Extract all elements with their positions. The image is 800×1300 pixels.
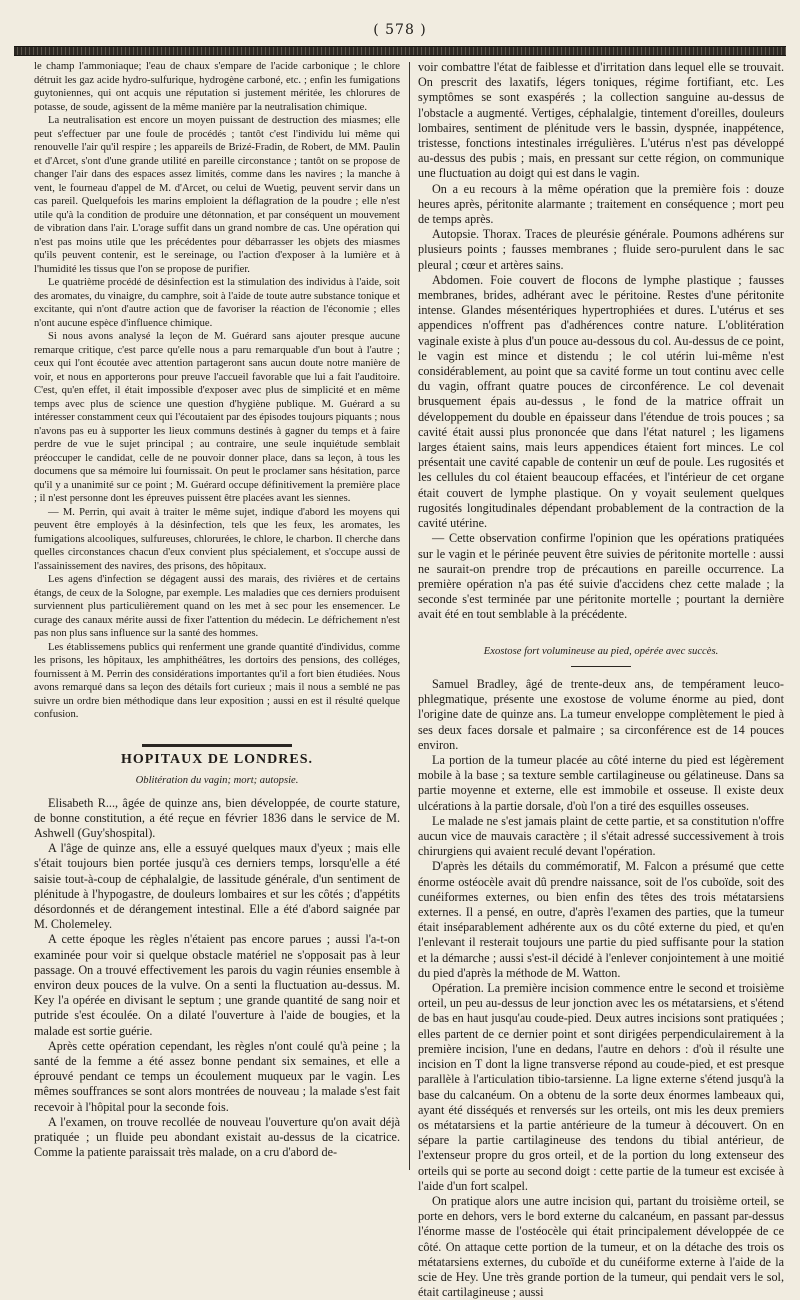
paragraph: le champ l'ammoniaque; l'eau de chaux s'empare de l'acide carbonique ; le chlore détruit les gaz acide hydro-sulfurique, hydrogène carboné, etc. ; enfin les fumigations guytoniennes, qui ont acquis une réputation si justement méritée, les chlorures de potasse, de soude, agissent de la même manière par la neutralisation chimique. (34, 61, 400, 113)
paragraph: A l'examen, on trouve recollée de nouveau l'ouverture qu'on avait déjà pratiquée ; un fluide peu abondant existait au-dessus de la cicatrice. Comme la patiente paraissait très malade, on a cru d'abord de- (34, 1114, 400, 1160)
section-rule (571, 666, 631, 667)
paragraph: A l'âge de quinze ans, elle a essuyé quelques maux d'yeux ; mais elle s'était toujours bien portée jusqu'à ces derniers temps, lorsqu'elle a été saisie tout-à-coup de céphalalgie, de lassitude générale, d'un sentiment de plénitude à l'hypogastre, de douleurs lombaires et sur les côtés ; d'appétits désordonnés et de dérangement intestinal. Elle a été d'abord saignée par M. Cholemeley. (34, 841, 400, 932)
case-report (34, 796, 400, 1161)
paragraph: Opération. La première incision commence entre le second et troisième orteil, un peu au-dessus de leur jonction avec les os métatarsiens, et s'étend de bas en haut jusqu'au coude-pied. Deux autres incisions sont pratiquées ; elles partent de ce dernier point et sont dirigées perpendiculairement à la première incision, l'une en dedans, l'autre en dehors : d'où il résulte une incision en T dont la ligne transverse répond au coude-pied, et est presque parallèle à l'articulation tibio-tarsienne. La ligne externe s'étend jusqu'à la base du calcanéum. On a obtenu de la sorte deux énormes lambeaux qui, ayant été disséqués et renversés sur les orteils, ont mis les deux premiers os métatarsiens et la partie antérieure de la tumeur à découvert. On en sépare la partie cartilagineuse des tendons du tibial antérieur, de l'extenseur propre du gros orteil, et de la portion du long extenseur des orteils qui se porte au second doigt : cette partie de la tumeur est excisée à l'aide d'un fort scalpel. (418, 981, 784, 1193)
paragraph: On a eu recours à la même opération que la première fois : douze heures après, péritonite alarmante ; traitement en conséquence ; mort peu de temps après. (418, 181, 784, 227)
case-report-continued (418, 60, 784, 623)
paragraph: La neutralisation est encore un moyen puissant de destruction des miasmes; elle peut s'effectuer par une foule de procédés ; tantôt c'est l'individu lui même qui renouvelle l'air qu'il respire ; les appareils de Brizé-Fradin, de Robert, de MM. Paulin et d'Arcet, s'ont d'une grande utilité en pareille circonstance ; tantôt on se propose de changer l'air dans des espaces assez limités, comme dans les navires ; la manche à vent, le fourneau d'appel de M. d'Arcet, ou celui de Wuetig, peuvent servir dans un cas pareil. Quelquefois les marins emploient la déflagration de la poudre ; elle n'est utile qu'à la condition de produire une détonnation, et par conséquent un mouvement de vibration dans l'air. L'orage suffit dans un grand nombre de cas. Une opération qui n'est pas moins utile que les précédentes pour débarrasser les objets des miasmes qu'ils peuvent contenir, est le sereinage, ou l'action d'exposer à la lumière et à l'humidité les tissus que l'on se propose de purifier. (34, 115, 400, 275)
paragraph: On pratique alors une autre incision qui, partant du troisième orteil, se porte en dehors, vers le bord externe du calcanéum, en passant par-dessus l'énorme masse de l'ostéocèle qui était principalement développée de ce côté. On attaque cette portion de la tumeur, et on la détache des trois os métatarsiens externes, du cuboïde et du cunéiforme externe à l'aide de la scie de Hey. Une très grande portion de la tumeur, qui pendait vers le sol, était cartilagineuse ; aussi (418, 1193, 784, 1300)
paragraph: Samuel Bradley, âgé de trente-deux ans, de tempérament leuco-phlegmatique, présente une exostose de volume énorme au pied, dont l'origine date de quinze ans. La tumeur enveloppe complètement le pied à ses deux faces dorsale et palmaire ; sa circonférence est de 14 pouces environ. (418, 677, 784, 752)
paragraph: Elisabeth R..., âgée de quinze ans, bien développée, de courte stature, de bonne constitution, a été reçue en février 1836 dans le service de M. Ashwell (Guy'shospital). (34, 795, 400, 840)
section-rule (142, 744, 292, 747)
paragraph: — Cette observation confirme l'opinion que les opérations pratiquées sur le vagin et le périnée peuvent être suivies de péritonite mortelle : aussi ne saurait-on prendre trop de précautions en pareille occurrence. La première opération n'a pas été suivie d'accidens chez cette malade ; la seconde s'est terminée par une péritonite mortelle ; pourtant la dernière avait été en tout semblable à la précédente. (418, 531, 784, 622)
case-report (418, 677, 784, 1300)
paragraph: Le quatrième procédé de désinfection est la stimulation des individus à l'aide, soit des aromates, du vinaigre, du camphre, soit à l'aide de toute autre substance tonique et excitante, qui n'ont d'autre action que de favoriser la réaction de l'économie ; elles n'ont aucune espèce d'influence chimique. (34, 277, 400, 329)
paragraph: — M. Perrin, qui avait à traiter le même sujet, indique d'abord les moyens qui peuvent être employés à la désinfection, tels que les feux, les aromates, les fumigations alcooliques, sulfureuses, chlorurées, le chlore, le charbon. Il cherche dans quelles circonstances chacun d'eux convient plus spécialement, et s'occupe aussi de l'assainissement des navires, des prisons, des hôpitaux. (34, 506, 400, 572)
paragraph: La portion de la tumeur placée au côté interne du pied est légèrement mobile à la base ; sa texture semble cartilagineuse ou gélatineuse. Dans sa partie moyenne et externe, elle est immobile et osseuse. Il existe deux ulcérations à la partie dorsale, d'où l'on a tiré des esquilles osseuses. (418, 753, 784, 813)
column-divider (409, 62, 410, 1170)
paragraph: Abdomen. Foie couvert de flocons de lymphe plastique ; fausses membranes, brides, adhérant avec le péritoine. Restes d'une péritonite intense. Glandes mésentériques hypertrophiées et dures. L'utérus et ses appendices n'offrent pas d'adhérences contre nature. L'oblitération vaginale existe à plus d'un pouce au-dessous du col. Au-dessus de ce point, le vagin est mince et distendu ; le col utérin lui-même n'est considérablement, au point que sa cavité forme un tout continu avec celle du vagin, offrant quatre pouces de circonférence. Le col devenait brusquement épais au-dessus , le fond de la matrice offrait un développement du double en épaisseur dans l'étendue de trois pouces ; sa cavité était aussi plus prononcée que dans l'état naturel ; les ligamens larges étaient sains, mais leurs appendices étaient fort minces. Le col présentait une cavité capable de contenir un œuf de poule. Les rugosités et les cellules du col étaient beaucoup effacées, et l'intérieur de cet organe était couvert de lymphe plastique. On y voyait seulement quelques rugosités longitudinales dépendant probablement de la contraction de la cavité utérine. (418, 272, 784, 531)
paragraph: A cette époque les règles n'étaient pas encore parues ; aussi l'a-t-on examinée pour voir si quelque obstacle matériel ne s'opposait pas à leur passage. On a trouvé effectivement les parois du vagin réunies ensemble à environ deux pouces de la vulve. On a senti la fluctuation au-dessus. M. Key l'a opérée en divisant le septum ; une grande quantité de sang noir et putride s'est écoulée. On a dilaté l'ouverture à l'aide de bougies, et la malade est sortie guérie. (34, 932, 400, 1038)
section-subtitle: Oblitération du vagin; mort; autopsie. (135, 775, 299, 786)
paragraph: Si nous avons analysé la leçon de M. Guérard sans ajouter presque aucune remarque critique, c'est parce qu'elle nous a paru remarquable d'un bout à l'autre ; ceux qui l'ont écoutée avec attention partageront sans aucun doute notre manière de voir, et nous en apporterons pour preuve l'accueil favorable que lui a fait l'auditoire. C'est, qu'en effet, il était impossible d'exposer avec plus de simplicité et en même temps avec plus de science une question d'hygiène publique. M. Guérard a su intéresser constamment ceux qui l'écoutaient par des épisodes toujours piquants ; nous n'avons pas eu à supporter les lieux communs destinés à gagner du temps et à faire perdre de vue le sujet principal ; au contraire, une seule inquiétude semblait préoccuper le candidat, celle de ne pouvoir donner place, dans sa leçon, à tous les documens que sa mémoire lui fournissait. On peut le proclamer sans hésitation, parce qu'il y a unanimité sur ce point ; M. Guérard occupe définitivement la première place ; il n'est personne dont les épreuves puissent être placées avant les siennes. (34, 331, 400, 504)
paragraph: voir combattre l'état de faiblesse et d'irritation dans lequel elle se trouvait. On prescrit des laxatifs, légers toniques, régime fortifiant, etc. Les symptômes se sont exaspérés ; la collection sanguine au-dessus de l'obstacle a augmenté. Vertiges, céphalalgie, tintement d'oreilles, douleurs lombaires, sentiment de plénitude vers le bassin, dyspnée, inappétence, tristesse, fonctions intestinales irrégulières. L'utérus n'est pas développé au-dessus des pubis ; mais, en pressant sur cette région, on communique une fluctuation au doigt qui est dans le vagin. (418, 60, 784, 181)
paragraph: Autopsie. Thorax. Traces de pleurésie générale. Poumons adhérens sur plusieurs points ; fausses membranes ; fluide sero-purulent dans le sac pleural ; cœur et artères sains. (418, 227, 784, 272)
top-rule (14, 46, 786, 56)
paragraph: Après cette opération cependant, les règles n'ont coulé qu'à peine ; la santé de la femme a été assez bonne pendant six semaines, et elle a éprouvé pendant ce temps un écoulement muqueux par le vagin. Les mêmes souffrances se sont alors montrées de nouveau ; la malade s'est fait recevoir à l'hôpital pour la seconde fois. (34, 1038, 400, 1114)
section-title: HOPITAUX DE LONDRES. (120, 751, 314, 767)
paragraph: Les agens d'infection se dégagent aussi des marais, des rivières et de certains étangs, de ceux de la Sologne, par exemple. Les maladies que ces derniers produisent surviennent plus particulièrement quand on les met à sec pour les ensemencer. Le curage des canaux mérite aussi de fixer l'attention du médecin. Le défrichement n'est pas non plus sans influence sur la santé des hommes. (34, 574, 400, 639)
left-column (34, 60, 400, 1174)
paragraph: D'après les détails du commémoratif, M. Falcon a présumé que cette énorme ostéocèle avait dû prendre naissance, soit de l'os cuboïde, soit des cunéiformes externes, ou bien enfin des têtes des trois métatarsiens externes. Il a pensé, en outre, d'après l'examen des parties, que la tumeur était inséparablement adhérente aux os du côté externe du pied, et qu'en l'enlevant il resterait toujours une partie du pied suffisante pour la station et la démarche ; aussi s'est-il décidé à l'enlever conjointement à une moitié du pied d'après la méthode de M. Watton. (418, 859, 784, 980)
right-column (418, 60, 784, 1300)
paragraph: Les établissemens publics qui renferment une grande quantité d'individus, comme les prisons, les hôpitaux, les amphithéâtres, les dortoirs des pensions, des colléges, fournissent à M. Perrin des considérations importantes qu'il a fort bien étudiées. Nous avons remarqué dans sa leçon des détails fort curieux ; mais il nous a semblé ne pas suivre un ordre bien méthodique dans leur exposition ; aussi en est il résulté quelque confusion. (34, 641, 400, 720)
paragraph: Le malade ne s'est jamais plaint de cette partie, et sa constitution n'offre aucun vice de mauvais caractère ; il s'était adressé successivement à trois chirurgiens qui avaient reculé devant l'opération. (418, 813, 784, 859)
section-subtitle: Exostose fort volumineuse au pied, opérée avec succès. (483, 645, 719, 657)
page-number: ( 578 ) (373, 22, 427, 38)
